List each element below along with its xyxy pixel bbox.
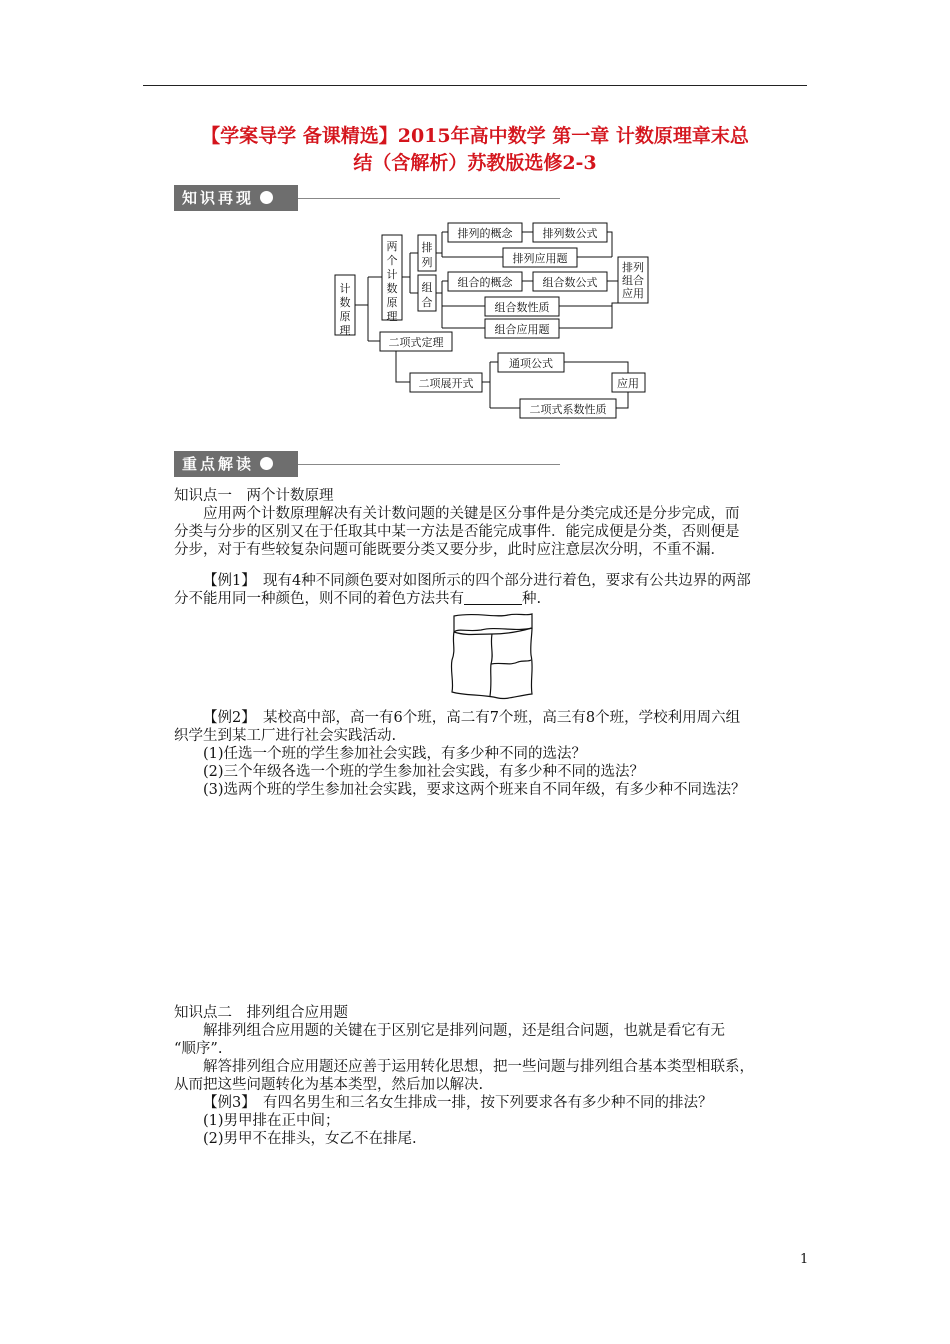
- diagram-general-term: 通项公式: [509, 357, 553, 370]
- point1-line3: 分步，对于有些较复杂问题可能既要分类又要分步，此时应注意层次分明，不重不漏．: [174, 542, 725, 558]
- diagram-pca-3: 应用: [622, 287, 644, 300]
- concept-map: [330, 210, 660, 425]
- diagram-root-3: 原: [339, 310, 351, 323]
- example1: [174, 572, 814, 608]
- diagram-comb-formula: 组合数公式: [542, 276, 598, 289]
- point1-body: [174, 505, 814, 559]
- section-tag-label: 知识再现: [182, 189, 255, 207]
- diagram-root-1: 计: [339, 282, 351, 295]
- point2-line3: 解答排列组合应用题还应善于运用转化思想，把一些问题与排列组合基本类型相联系，: [203, 1059, 754, 1075]
- dot-icon: [260, 191, 273, 204]
- point1-heading: 知识点一 两个计数原理: [174, 488, 334, 504]
- point2: [174, 1004, 814, 1094]
- diagram-perm-concept: 排列的概念: [457, 227, 513, 240]
- example3-q2: (2)男甲不在排头，女乙不在排尾.: [203, 1131, 417, 1147]
- diagram-binomial-coef: 二项式系数性质: [529, 403, 607, 416]
- header-rule: [143, 85, 807, 86]
- diagram-comb-prop: 组合数性质: [494, 301, 550, 314]
- diagram-tp-3: 计: [386, 268, 398, 281]
- diagram-pca-1: 排列: [622, 261, 644, 274]
- diagram-tp-4: 数: [386, 282, 398, 295]
- example1-line2: 分不能用同一种颜色，则不同的着色方法共有: [174, 591, 464, 607]
- example2-q1: (1)任选一个班的学生参加社会实践，有多少种不同的选法？: [203, 746, 587, 762]
- example3-label: 【例3】: [203, 1095, 249, 1111]
- example1-line2-end: 种.: [522, 591, 542, 607]
- doc-title-line1: 【学案导学 备课精选】2015年高中数学 第一章 计数原理章末总: [201, 125, 749, 147]
- example1-label: 【例1】: [203, 573, 249, 589]
- section-rule: [298, 464, 560, 465]
- diagram-comb-1: 组: [421, 281, 433, 294]
- section-tag-label: 重点解读: [182, 455, 255, 473]
- example2-line1: 某校高中部，高一有6个班，高二有7个班，高三有8个班，学校利用周六组: [262, 710, 741, 726]
- diagram-perm-formula: 排列数公式: [542, 227, 598, 240]
- diagram-tp-5: 原: [386, 296, 398, 309]
- point1-line2: 分类与分步的区别又在于任取其中某一方法是否能完成事件．能完成便是分类，否则便是: [174, 524, 740, 540]
- diagram-tp-2: 个: [386, 254, 398, 267]
- diagram-comb-app: 组合应用题: [494, 323, 550, 336]
- page-number: 1: [800, 1252, 809, 1267]
- diagram-perm-app: 排列应用题: [512, 252, 568, 265]
- diagram-app: 应用: [617, 377, 639, 390]
- example2-label: 【例2】: [203, 710, 249, 726]
- example3-line1: 有四名男生和三名女生排成一排，按下列要求各有多少种不同的排法？: [262, 1095, 713, 1111]
- doc-title-line2: 结（含解析）苏教版选修2-3: [353, 152, 597, 174]
- section-tag-key: [174, 451, 298, 477]
- diagram-comb-2: 合: [421, 296, 433, 309]
- diagram-comb-concept: 组合的概念: [457, 276, 513, 289]
- diagram-perm-1: 排: [421, 241, 433, 254]
- example3: [174, 1094, 814, 1148]
- diagram-perm-2: 列: [421, 256, 433, 269]
- section-rule: [298, 198, 560, 199]
- example2-q2: (2)三个年级各选一个班的学生参加社会实践，有多少种不同的选法？: [203, 764, 645, 780]
- example1-line1: 现有4种不同颜色要对如图所示的四个部分进行着色，要求有公共边界的两部: [262, 573, 751, 589]
- section-tag-knowledge: [174, 185, 298, 211]
- example2: [174, 709, 814, 799]
- point2-line4: 从而把这些问题转化为基本类型，然后加以解决.: [174, 1077, 484, 1093]
- point2-heading: 知识点二 排列组合应用题: [174, 1005, 348, 1021]
- diagram-root-4: 理: [339, 324, 351, 337]
- example3-q1: (1)男甲排在正中间；: [203, 1113, 340, 1129]
- map-figure: [446, 610, 538, 706]
- diagram-pca-2: 组合: [622, 274, 644, 287]
- diagram-root-2: 数: [339, 296, 351, 309]
- diagram-binomial-exp: 二项展开式: [418, 377, 474, 390]
- point2-line1: 解排列组合应用题的关键在于区别它是排列问题，还是组合问题，也就是看它有无: [203, 1023, 725, 1039]
- diagram-tp-1: 两: [386, 240, 398, 253]
- dot-icon: [260, 457, 273, 470]
- example2-q3: (3)选两个班的学生参加社会实践，要求这两个班来自不同年级，有多少种不同选法？: [203, 782, 746, 798]
- point2-line2: “顺序”.: [174, 1041, 223, 1057]
- answer-blank: [464, 590, 522, 605]
- point1-line1: 应用两个计数原理解决有关计数问题的关键是区分事件是分类完成还是分步完成，而: [203, 506, 740, 522]
- diagram-tp-6: 理: [386, 310, 398, 323]
- example2-line2: 织学生到某工厂进行社会实践活动.: [174, 728, 397, 744]
- diagram-binomial-thm: 二项式定理: [388, 336, 444, 349]
